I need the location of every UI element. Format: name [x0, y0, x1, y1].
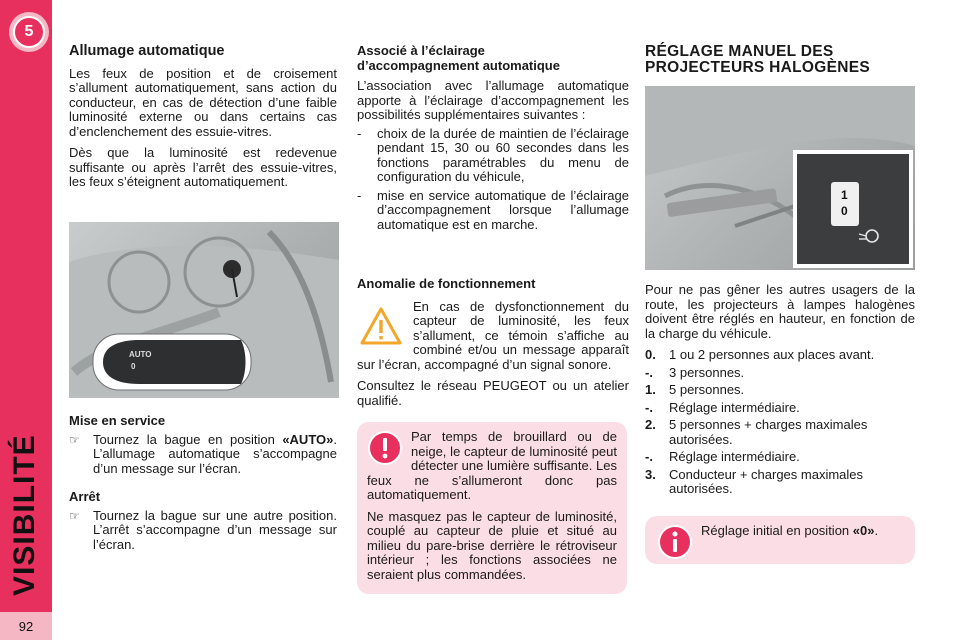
position-number: -. [645, 449, 653, 464]
info-text-part: . [874, 523, 879, 538]
chapter-sidebar [0, 0, 52, 640]
paragraph: Ne masquez pas le capteur de luminosité, couplé au capteur de pluie et situé au milieu du pare-brise derrière le rétroviseur intérieur ; les fonctions associées ne seraient plus commandées. [367, 508, 617, 582]
list-item [645, 418, 915, 447]
subsection-title: Arrêt [69, 489, 101, 504]
paragraph: Dès que la luminosité est redevenue suffisante ou après l’arrêt des essuie-vitres, les feux s’éteignent automatiquement. [69, 145, 337, 189]
list-item-text: mise en service automatique de l’éclairage d’accompagnement lorsque l’allumage automatique est en marche. [377, 187, 629, 232]
list-item [645, 401, 915, 416]
instruction-text: . L’allumage automatique s’accompagne d’un message sur l’écran. [93, 431, 337, 476]
initial-position: «0» [852, 523, 875, 538]
list-item [645, 348, 915, 363]
subsection-title: Anomalie de fonctionnement [357, 276, 536, 291]
subsection-title: Associé à l’éclairage [357, 43, 485, 58]
paragraph: Pour ne pas gêner les autres usagers de la route, les projecteurs à lampes halogènes doivent être réglés en hauteur, en fonction de la charge du véhicule. [645, 282, 915, 341]
position-number: 3. [645, 466, 656, 482]
info-text [701, 524, 878, 539]
auto-position: «AUTO» [282, 431, 334, 447]
column-middle [357, 44, 629, 236]
light-stalk-photo [69, 222, 339, 398]
dashboard-illustration [69, 222, 339, 398]
list-item [357, 189, 629, 233]
paragraph: En cas de dysfonctionnement du capteur de luminosité, les feux s’allument, ce témoin s’affiche au combiné et/ou un message apparaît sur l’écran, accompagné d’un signal sonore. [357, 298, 629, 372]
column-left-lower [69, 414, 337, 552]
subsection-title: Mise en service [69, 413, 166, 428]
info-icon [657, 524, 693, 560]
position-number: 2. [645, 417, 656, 432]
instruction-text: Tournez la bague sur une autre position. L’arrêt s’accompagne d’un message sur l’écran. [93, 507, 337, 552]
position-number: 0. [645, 347, 656, 362]
paragraph: Consultez le réseau PEUGEOT ou un atelier qualifié. [357, 378, 629, 408]
position-text: Réglage intermédiaire. [669, 449, 800, 464]
list-item-text: choix de la durée de maintien de l’éclairage pendant 15, 30 ou 60 secondes dans les fonctions paramétrables du menu de configuration du véhicule, [377, 125, 629, 184]
list-item [645, 383, 915, 398]
section-title-manual-adjustment: PROJECTEURS HALOGÈNES [645, 59, 871, 76]
dashboard-illustration [645, 86, 915, 270]
paragraph: Les feux de position et de croisement s’allument automatiquement, sans action du conducteur, en cas de détection d’une faible luminosité externe ou dans certains cas d’enclenchement des essuie-vitres. [69, 65, 337, 139]
load-position-list [645, 348, 915, 497]
position-text: Réglage intermédiaire. [669, 399, 800, 415]
dash: - [357, 187, 362, 203]
warning-triangle-icon [359, 306, 403, 346]
paragraph: L’association avec l’allumage automatique apporte à l’éclairage d’accompagnement les possibilités supplémentaires suivantes : [357, 78, 629, 122]
subsection-title: d’accompagnement automatique [357, 57, 560, 73]
section-title-manual-adjustment: RÉGLAGE MANUEL DES [645, 43, 834, 60]
zero-label: 0 [131, 362, 136, 371]
position-number: -. [645, 399, 653, 415]
position-number: -. [645, 364, 653, 380]
section-title-auto-lighting: Allumage automatique [69, 43, 225, 59]
chapter-label: VISIBILITÉ [8, 434, 41, 596]
pointing-hand-icon: ☞ [69, 508, 80, 523]
paragraph: Par temps de brouillard ou de neige, le capteur de luminosité peut détecter une lumière suffisante. Les feux ne s’allumeront donc pas automatiquement. [367, 429, 617, 502]
note-box [357, 422, 627, 594]
headlamp-adjuster-photo [645, 86, 915, 270]
list-item [69, 433, 337, 477]
chapter-badge [9, 12, 49, 52]
position-text: 3 personnes. [669, 364, 745, 380]
position-number: 1. [645, 382, 656, 397]
instruction-text: Tournez la bague en position [93, 431, 283, 447]
info-text-part: Réglage initial en position [701, 523, 853, 538]
list-item [69, 509, 337, 553]
list-item [645, 468, 915, 497]
knob-position-one: 1 [841, 188, 848, 202]
anomaly-block [357, 300, 629, 409]
note-text [367, 430, 617, 589]
dash: - [357, 125, 362, 141]
page-number: 92 [0, 612, 52, 640]
position-text: 1 ou 2 personnes aux places avant. [669, 347, 875, 362]
column-right [645, 44, 915, 76]
anomaly-section [357, 277, 629, 415]
info-box [645, 516, 915, 564]
feature-list [357, 127, 629, 233]
pointing-hand-icon: ☞ [69, 432, 80, 447]
position-text: 5 personnes. [669, 382, 745, 397]
instruction-list [69, 509, 337, 553]
auto-label: AUTO [129, 350, 152, 359]
chapter-number: 5 [13, 16, 45, 48]
column-left [69, 44, 337, 197]
adjustment-text [645, 283, 915, 500]
knob-position-zero: 0 [841, 204, 848, 218]
list-item [645, 450, 915, 465]
list-item [357, 127, 629, 185]
position-text: Conducteur + charges maximales autorisées. [669, 466, 864, 496]
list-item [645, 366, 915, 381]
instruction-list [69, 433, 337, 477]
position-text: 5 personnes + charges maximales autorisées. [669, 417, 868, 447]
